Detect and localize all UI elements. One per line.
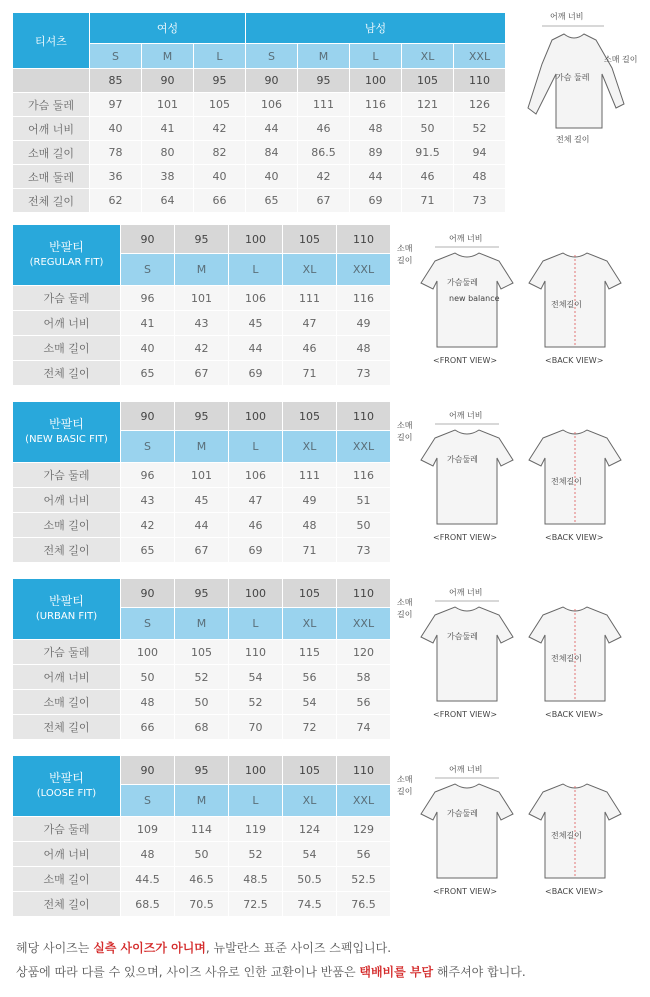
value-cell: 111	[298, 93, 350, 117]
value-cell: 116	[350, 93, 402, 117]
value-cell: 38	[142, 165, 194, 189]
num-size-cell: 105	[402, 69, 454, 93]
sleeve-label-2: 길이	[397, 610, 413, 619]
value-cell: 76.5	[337, 892, 391, 917]
value-cell: 40	[90, 117, 142, 141]
value-cell: 72.5	[229, 892, 283, 917]
size-cell: S	[121, 785, 175, 817]
num-size-cell: 100	[350, 69, 402, 93]
value-cell: 52.5	[337, 867, 391, 892]
fit-title	[13, 225, 121, 286]
size-cell: XXL	[337, 431, 391, 463]
value-cell: 65	[121, 361, 175, 386]
front-view-label: <FRONT VIEW>	[433, 533, 498, 542]
total-length-label: 전체길이	[551, 477, 582, 486]
size-cell: S	[246, 44, 298, 69]
value-cell: 115	[283, 640, 337, 665]
tshirt-title: 티셔츠	[13, 13, 90, 69]
value-cell: 45	[175, 488, 229, 513]
row-label: 소매 길이	[13, 513, 121, 538]
row-label: 어깨 너비	[13, 842, 121, 867]
value-cell: 67	[175, 361, 229, 386]
value-cell: 119	[229, 817, 283, 842]
size-cell: L	[194, 44, 246, 69]
value-cell: 106	[246, 93, 298, 117]
value-cell: 46	[402, 165, 454, 189]
row-label: 소매 둘레	[13, 165, 90, 189]
value-cell: 65	[121, 538, 175, 563]
long-sleeve-diagram	[512, 8, 647, 153]
value-cell: 73	[454, 189, 506, 213]
row-label: 전체 길이	[13, 189, 90, 213]
value-cell: 80	[142, 141, 194, 165]
value-cell: 86.5	[298, 141, 350, 165]
back-view-label: <BACK VIEW>	[545, 887, 604, 896]
size-cell: XL	[283, 431, 337, 463]
num-size-cell: 105	[283, 756, 337, 785]
fit-subtitle: (LOOSE FIT)	[36, 788, 97, 799]
value-cell: 89	[350, 141, 402, 165]
value-cell: 54	[283, 842, 337, 867]
fit-title-main: 반팔티	[49, 240, 84, 254]
value-cell: 42	[175, 336, 229, 361]
brand-label: new balance	[449, 294, 500, 303]
value-cell: 48	[283, 513, 337, 538]
size-cell: XXL	[454, 44, 506, 69]
value-cell: 124	[283, 817, 337, 842]
value-cell: 116	[337, 463, 391, 488]
row-label: 가슴 둘레	[13, 640, 121, 665]
shoulder-label: 어깨 너비	[449, 588, 483, 597]
shoulder-label: 어깨 너비	[449, 411, 483, 420]
fit-title-main: 반팔티	[49, 594, 84, 608]
value-cell: 45	[229, 311, 283, 336]
num-size-cell: 95	[175, 402, 229, 431]
value-cell: 50	[121, 665, 175, 690]
size-cell: S	[121, 254, 175, 286]
value-cell: 41	[121, 311, 175, 336]
value-cell: 66	[194, 189, 246, 213]
row-label: 전체 길이	[13, 361, 121, 386]
value-cell: 105	[194, 93, 246, 117]
size-cell: L	[229, 608, 283, 640]
value-cell: 101	[142, 93, 194, 117]
value-cell: 96	[121, 463, 175, 488]
value-cell: 40	[121, 336, 175, 361]
num-size-cell: 95	[175, 579, 229, 608]
note-line-1: 헤당 사이즈는 실측 사이즈가 아니며, 뉴발란스 표준 사이즈 스펙입니다.	[16, 941, 392, 955]
back-view-label: <BACK VIEW>	[545, 710, 604, 719]
value-cell: 44	[175, 513, 229, 538]
sleeve-label-2: 길이	[397, 256, 413, 265]
size-cell: XL	[283, 785, 337, 817]
value-cell: 48	[350, 117, 402, 141]
size-cell: S	[121, 608, 175, 640]
num-size-cell: 95	[175, 756, 229, 785]
women-header: 여성	[90, 13, 246, 44]
regular-size-table	[12, 224, 391, 386]
row-label: 소매 길이	[13, 141, 90, 165]
num-size-cell: 90	[121, 225, 175, 254]
front-view-label: <FRONT VIEW>	[433, 887, 498, 896]
value-cell: 69	[229, 538, 283, 563]
value-cell: 70	[229, 715, 283, 740]
value-cell: 111	[283, 463, 337, 488]
row-label: 가슴 둘레	[13, 93, 90, 117]
num-size-cell: 110	[337, 402, 391, 431]
size-cell: M	[298, 44, 350, 69]
value-cell: 101	[175, 286, 229, 311]
value-cell: 48	[454, 165, 506, 189]
num-size-cell: 95	[194, 69, 246, 93]
value-cell: 42	[194, 117, 246, 141]
value-cell: 54	[229, 665, 283, 690]
size-cell: S	[121, 431, 175, 463]
highlight-text: 실측 사이즈가 아니며	[93, 941, 206, 955]
num-size-cell: 100	[229, 756, 283, 785]
value-cell: 44.5	[121, 867, 175, 892]
value-cell: 52	[175, 665, 229, 690]
num-size-cell: 100	[229, 225, 283, 254]
tshirt-size-table	[12, 12, 506, 213]
num-size-cell: 100	[229, 402, 283, 431]
value-cell: 71	[283, 538, 337, 563]
loose-tshirt-diagram	[395, 760, 645, 900]
value-cell: 52	[229, 842, 283, 867]
value-cell: 50	[402, 117, 454, 141]
fit-title-main: 반팔티	[49, 771, 84, 785]
value-cell: 43	[175, 311, 229, 336]
value-cell: 46	[298, 117, 350, 141]
value-cell: 42	[121, 513, 175, 538]
highlight-text: 택배비를 부담	[359, 965, 434, 979]
value-cell: 50	[337, 513, 391, 538]
row-label: 전체 길이	[13, 538, 121, 563]
num-size-cell: 90	[142, 69, 194, 93]
value-cell: 66	[121, 715, 175, 740]
value-cell: 126	[454, 93, 506, 117]
value-cell: 114	[175, 817, 229, 842]
size-cell: M	[175, 254, 229, 286]
value-cell: 43	[121, 488, 175, 513]
value-cell: 52	[229, 690, 283, 715]
value-cell: 49	[337, 311, 391, 336]
value-cell: 73	[337, 538, 391, 563]
value-cell: 100	[121, 640, 175, 665]
value-cell: 36	[90, 165, 142, 189]
value-cell: 44	[350, 165, 402, 189]
total-length-label: 전체길이	[551, 654, 582, 663]
sleeve-label-2: 길이	[397, 433, 413, 442]
value-cell: 54	[283, 690, 337, 715]
row-label: 어깨 너비	[13, 311, 121, 336]
value-cell: 64	[142, 189, 194, 213]
urban-tshirt-diagram	[395, 583, 645, 723]
value-cell: 111	[283, 286, 337, 311]
size-cell: L	[229, 431, 283, 463]
note-line-2: 상품에 따라 다를 수 있으며, 사이즈 사유로 인한 교환이나 반품은 택배비를 부담 해주셔야 합니다.	[16, 965, 526, 979]
newbasic-size-table	[12, 401, 391, 563]
size-cell: XL	[283, 254, 337, 286]
num-size-cell: 100	[229, 579, 283, 608]
num-size-cell: 105	[283, 402, 337, 431]
value-cell: 46	[283, 336, 337, 361]
shoulder-label: 어깨 너비	[550, 12, 584, 21]
size-cell: L	[229, 785, 283, 817]
row-label: 가슴 둘레	[13, 463, 121, 488]
size-cell: L	[229, 254, 283, 286]
value-cell: 70.5	[175, 892, 229, 917]
value-cell: 51	[337, 488, 391, 513]
num-size-cell: 85	[90, 69, 142, 93]
value-cell: 44	[246, 117, 298, 141]
num-size-cell: 90	[246, 69, 298, 93]
chest-label: 가슴둘레	[447, 632, 478, 641]
front-tshirt-shape	[421, 430, 513, 524]
value-cell: 78	[90, 141, 142, 165]
value-cell: 48	[121, 842, 175, 867]
value-cell: 120	[337, 640, 391, 665]
front-view-label: <FRONT VIEW>	[433, 710, 498, 719]
num-size-cell: 105	[283, 225, 337, 254]
row-label: 소매 길이	[13, 336, 121, 361]
value-cell: 46	[229, 513, 283, 538]
chest-label: 가슴 둘레	[556, 73, 590, 82]
chest-label: 가슴둘레	[447, 455, 478, 464]
sleeve-label: 소매	[397, 775, 413, 784]
value-cell: 48.5	[229, 867, 283, 892]
value-cell: 94	[454, 141, 506, 165]
value-cell: 50	[175, 690, 229, 715]
fit-subtitle: (REGULAR FIT)	[29, 257, 104, 268]
num-size-cell: 90	[121, 756, 175, 785]
shoulder-label: 어깨 너비	[449, 234, 483, 243]
regular-tshirt-diagram	[395, 229, 645, 369]
value-cell: 71	[402, 189, 454, 213]
sleeve-label: 소매	[397, 244, 413, 253]
size-cell: M	[142, 44, 194, 69]
row-label: 가슴 둘레	[13, 286, 121, 311]
row-label: 소매 길이	[13, 867, 121, 892]
value-cell: 56	[283, 665, 337, 690]
value-cell: 116	[337, 286, 391, 311]
value-cell: 72	[283, 715, 337, 740]
num-size-cell: 90	[121, 579, 175, 608]
value-cell: 48	[121, 690, 175, 715]
total-length-label: 전체길이	[551, 831, 582, 840]
fit-title	[13, 402, 121, 463]
value-cell: 49	[283, 488, 337, 513]
value-cell: 69	[229, 361, 283, 386]
value-cell: 68.5	[121, 892, 175, 917]
value-cell: 42	[298, 165, 350, 189]
value-cell: 121	[402, 93, 454, 117]
back-view-label: <BACK VIEW>	[545, 356, 604, 365]
sleeve-label: 소매 길이	[604, 55, 638, 64]
chest-label: 가슴둘레	[447, 809, 478, 818]
sleeve-label: 소매	[397, 598, 413, 607]
loose-size-table	[12, 755, 391, 917]
value-cell: 44	[229, 336, 283, 361]
fit-subtitle: (URBAN FIT)	[35, 611, 98, 622]
row-label: 어깨 너비	[13, 117, 90, 141]
value-cell: 91.5	[402, 141, 454, 165]
fit-subtitle: (NEW BASIC FIT)	[25, 434, 108, 445]
men-header: 남성	[246, 13, 506, 44]
size-cell: M	[175, 431, 229, 463]
num-size-cell: 110	[337, 225, 391, 254]
value-cell: 106	[229, 463, 283, 488]
num-size-cell: 110	[454, 69, 506, 93]
value-cell: 40	[194, 165, 246, 189]
value-cell: 129	[337, 817, 391, 842]
value-cell: 56	[337, 842, 391, 867]
value-cell: 50.5	[283, 867, 337, 892]
newbasic-tshirt-diagram	[395, 406, 645, 546]
num-size-cell: 110	[337, 756, 391, 785]
value-cell: 68	[175, 715, 229, 740]
value-cell: 82	[194, 141, 246, 165]
num-size-cell: 95	[175, 225, 229, 254]
value-cell: 48	[337, 336, 391, 361]
value-cell: 71	[283, 361, 337, 386]
num-size-cell: 110	[337, 579, 391, 608]
num-size-cell: 105	[283, 579, 337, 608]
sleeve-label: 소매	[397, 421, 413, 430]
row-label: 어깨 너비	[13, 488, 121, 513]
row-label: 소매 길이	[13, 690, 121, 715]
value-cell: 84	[246, 141, 298, 165]
urban-size-table	[12, 578, 391, 740]
row-label: 전체 길이	[13, 892, 121, 917]
value-cell: 96	[121, 286, 175, 311]
size-cell: S	[90, 44, 142, 69]
size-cell: XL	[283, 608, 337, 640]
value-cell: 41	[142, 117, 194, 141]
front-view-label: <FRONT VIEW>	[433, 356, 498, 365]
blank-cell	[13, 69, 90, 93]
size-cell: XXL	[337, 254, 391, 286]
value-cell: 101	[175, 463, 229, 488]
shoulder-label: 어깨 너비	[449, 765, 483, 774]
value-cell: 40	[246, 165, 298, 189]
fit-title	[13, 579, 121, 640]
front-tshirt-shape	[421, 784, 513, 878]
value-cell: 50	[175, 842, 229, 867]
value-cell: 109	[121, 817, 175, 842]
value-cell: 67	[298, 189, 350, 213]
value-cell: 65	[246, 189, 298, 213]
size-notes	[16, 936, 646, 984]
size-cell: XL	[402, 44, 454, 69]
value-cell: 56	[337, 690, 391, 715]
value-cell: 69	[350, 189, 402, 213]
total-label: 전체 길이	[556, 135, 590, 144]
fit-title-main: 반팔티	[49, 417, 84, 431]
value-cell: 52	[454, 117, 506, 141]
size-cell: M	[175, 608, 229, 640]
size-cell: XXL	[337, 785, 391, 817]
value-cell: 58	[337, 665, 391, 690]
value-cell: 105	[175, 640, 229, 665]
sleeve-label-2: 길이	[397, 787, 413, 796]
value-cell: 106	[229, 286, 283, 311]
value-cell: 46.5	[175, 867, 229, 892]
size-cell: M	[175, 785, 229, 817]
size-cell: L	[350, 44, 402, 69]
num-size-cell: 95	[298, 69, 350, 93]
value-cell: 97	[90, 93, 142, 117]
value-cell: 47	[283, 311, 337, 336]
back-view-label: <BACK VIEW>	[545, 533, 604, 542]
value-cell: 74	[337, 715, 391, 740]
value-cell: 74.5	[283, 892, 337, 917]
value-cell: 73	[337, 361, 391, 386]
row-label: 전체 길이	[13, 715, 121, 740]
total-length-label: 전체길이	[551, 300, 582, 309]
fit-title	[13, 756, 121, 817]
num-size-cell: 90	[121, 402, 175, 431]
size-cell: XXL	[337, 608, 391, 640]
chest-label: 가슴둘레	[447, 278, 478, 287]
value-cell: 62	[90, 189, 142, 213]
row-label: 가슴 둘레	[13, 817, 121, 842]
value-cell: 47	[229, 488, 283, 513]
front-tshirt-shape	[421, 607, 513, 701]
value-cell: 67	[175, 538, 229, 563]
value-cell: 110	[229, 640, 283, 665]
row-label: 어깨 너비	[13, 665, 121, 690]
